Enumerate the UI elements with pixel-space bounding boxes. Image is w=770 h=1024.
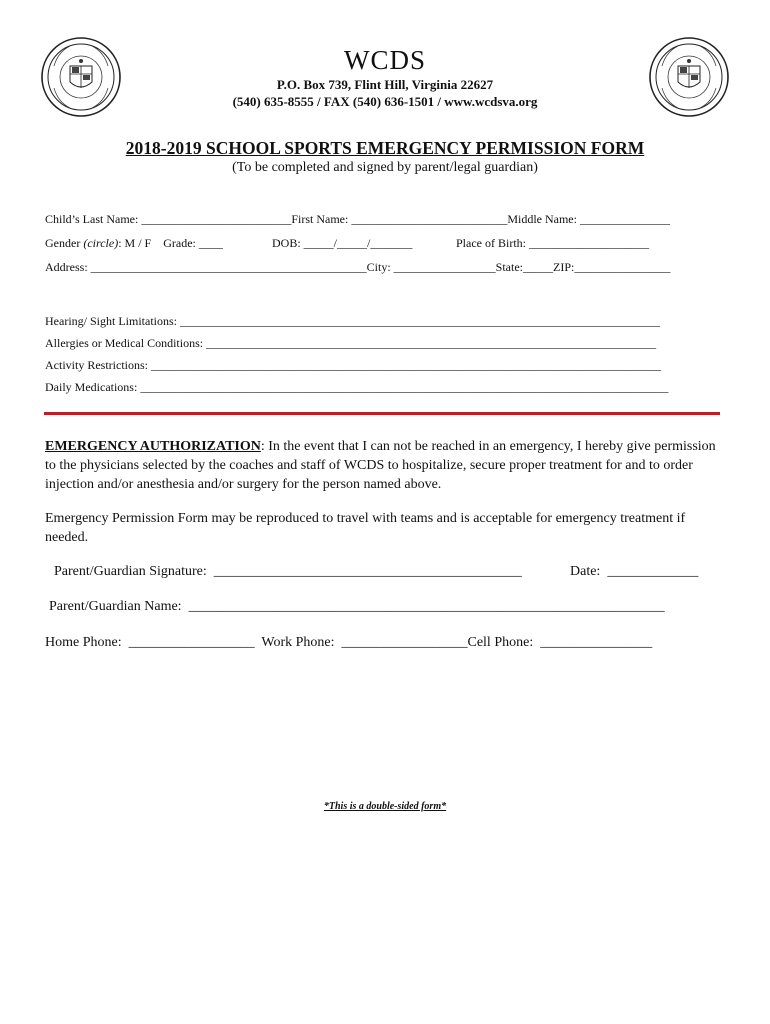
allergies-field[interactable]: Allergies or Medical Conditions: ___________________________________________________________________________ [45, 336, 657, 350]
address-fields[interactable]: Address: ______________________________________________City: _________________State:_____ZIP:________________ [45, 260, 671, 274]
organization-contact: (540) 635-8555 / FAX (540) 636-1501 / www.wcdsva.org [232, 94, 538, 109]
authorization-heading: EMERGENCY AUTHORIZATION [45, 439, 261, 454]
gender-circle-note: (circle) [83, 236, 119, 250]
date-field[interactable]: Date: _____________ [570, 564, 699, 579]
organization-address: P.O. Box 739, Flint Hill, Virginia 22627 [276, 77, 494, 92]
form-title: 2018-2019 SCHOOL SPORTS EMERGENCY PERMISSION FORM [125, 138, 645, 158]
activity-restrictions-field[interactable]: Activity Restrictions: _____________________________________________________________________________________ [45, 358, 661, 372]
gender-grade-fields[interactable] [45, 236, 223, 251]
hearing-sight-field[interactable]: Hearing/ Sight Limitations: ________________________________________________________________________________ [45, 314, 660, 328]
phone-fields[interactable]: Home Phone: __________________ Work Phone: __________________Cell Phone: ________________ [45, 635, 653, 650]
section-divider [44, 412, 720, 415]
authorization-body: : In the event that I can not be reached in an emergency, I hereby give permission to the physicians selected by the coaches and staff of WCDS to hospitalize, secure proper treatment for and to order injection and/or anesthesia and/or surgery for the person named above. [45, 439, 716, 492]
guardian-name-field[interactable]: Parent/Guardian Name: ____________________________________________________________________ [49, 599, 665, 614]
child-name-fields[interactable]: Child’s Last Name: _________________________First Name: __________________________Middle Name: _______________ [45, 212, 670, 226]
double-sided-note: *This is a double-sided form* [323, 801, 447, 812]
dob-field[interactable]: DOB: _____/_____/_______ [272, 236, 413, 250]
gender-grade-values: : M / F Grade: ____ [118, 236, 223, 250]
guardian-signature-field[interactable]: Parent/Guardian Signature: ____________________________________________ [54, 564, 522, 579]
letterhead [0, 44, 770, 110]
emergency-authorization-text [45, 437, 730, 494]
form-subtitle: (To be completed and signed by parent/legal guardian) [232, 160, 538, 175]
gender-label: Gender [45, 236, 84, 250]
organization-name: WCDS [343, 45, 426, 75]
reproduction-note: Emergency Permission Form may be reproduced to travel with teams and is acceptable for emergency treatment if needed. [45, 511, 686, 545]
place-of-birth-field[interactable]: Place of Birth: ____________________ [456, 236, 649, 250]
daily-medications-field[interactable]: Daily Medications: ________________________________________________________________________________________ [45, 380, 669, 394]
